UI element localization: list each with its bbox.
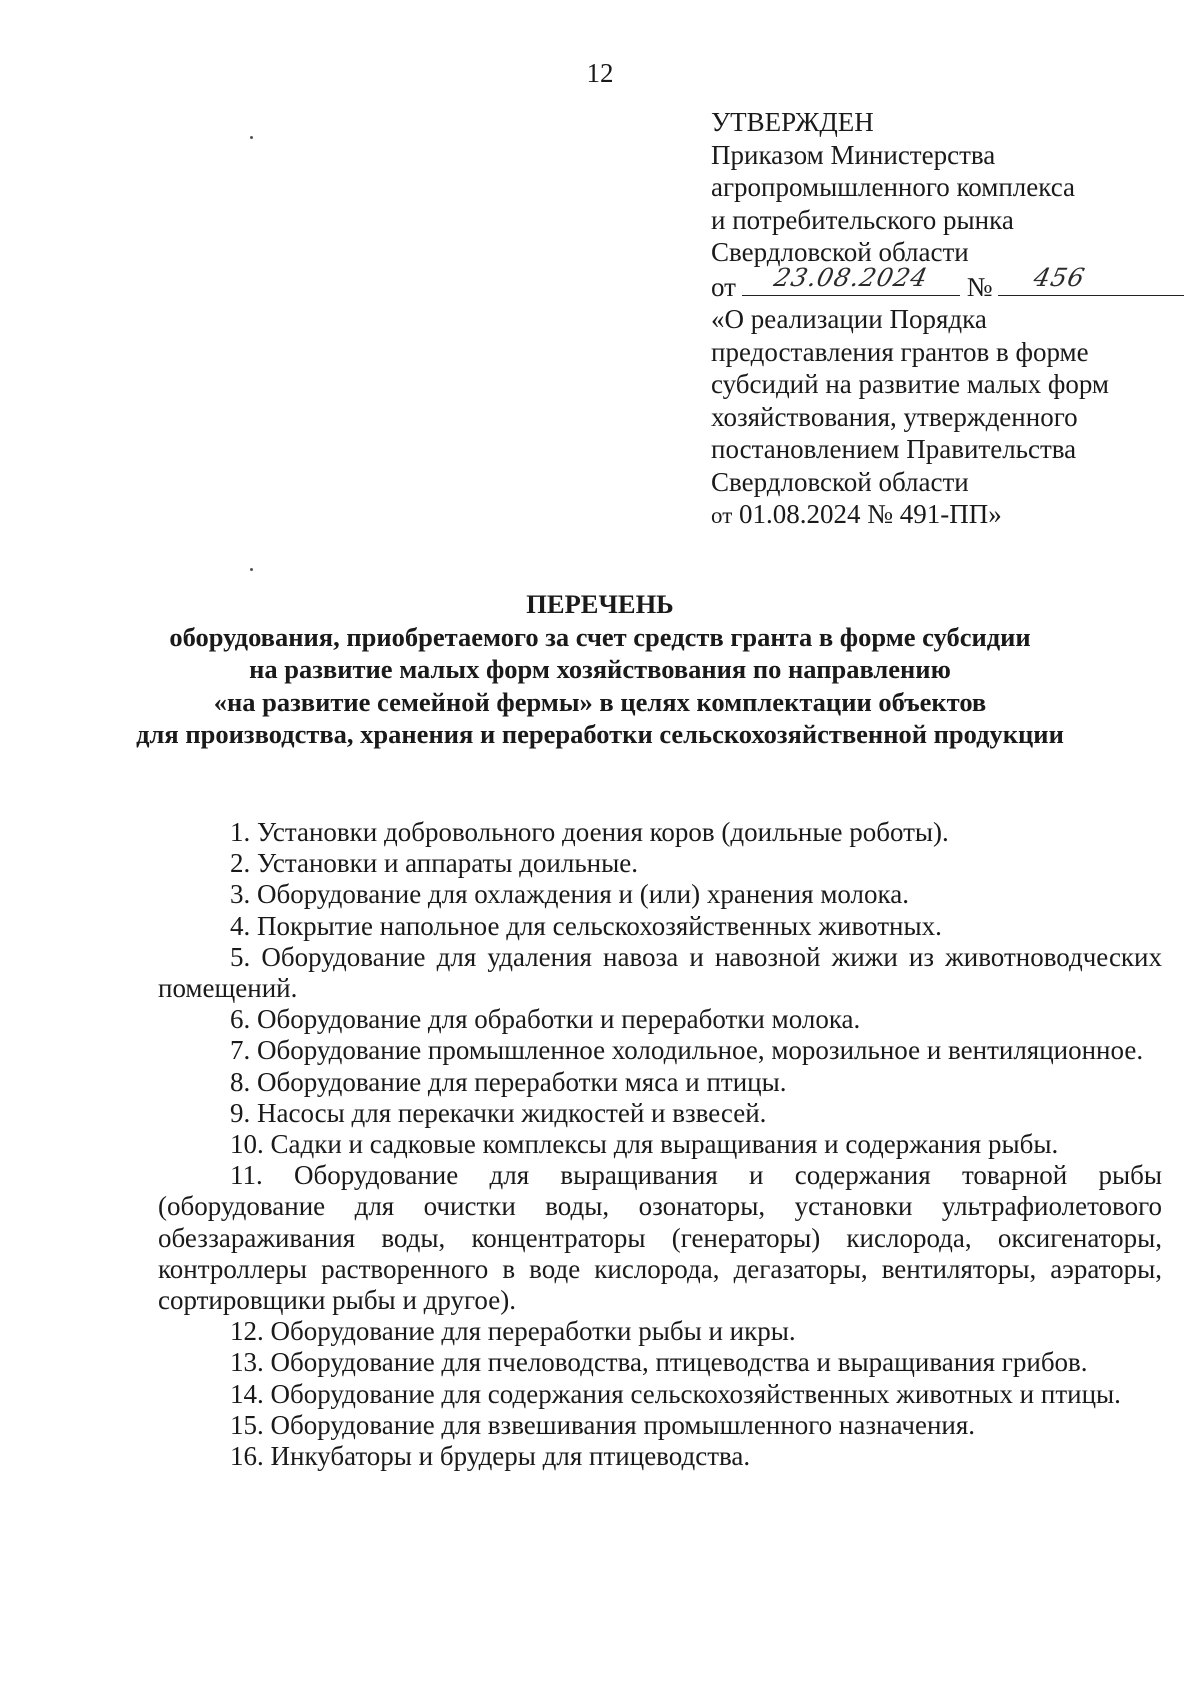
list-item: 8. Оборудование для переработки мяса и птицы. — [230, 1066, 787, 1097]
list-item: 7. Оборудование промышленное холодильное, морозильное и вентиляционное. — [230, 1035, 1144, 1066]
resolution-prefix: от — [711, 503, 733, 528]
title-line: для производства, хранения и переработки сельскохозяйственной продукции — [136, 719, 1064, 749]
list-item: 11. Оборудование для выращивания и содержания товарной рыбы (оборудование для очистки воды, озонаторы, установки ультрафиолетового обеззараживания воды, концентраторы (генераторы) кислорода, оксигенаторы, контроллеры растворенного в воде кислорода, дегазаторы, вентиляторы, аэраторы, сортировщики рыбы и другое). — [158, 1160, 1162, 1316]
scan-speck — [250, 568, 253, 571]
number-blank — [998, 263, 1184, 296]
subject-line: хозяйствования, утвержденного — [711, 401, 1078, 432]
number-prefix: № — [966, 271, 993, 302]
list-item: 5. Оборудование для удаления навоза и навозной жижи из животноводческих помещений. — [158, 941, 1162, 1004]
list-item: 2. Установки и аппараты доильные. — [230, 848, 638, 879]
approval-line: Свердловской области — [711, 237, 969, 267]
list-item: 6. Оборудование для обработки и переработки молока. — [230, 1004, 861, 1035]
title-heading: ПЕРЕЧЕНЬ — [526, 589, 674, 619]
date-blank — [742, 263, 960, 296]
subject-line: субсидий на развитие малых форм — [711, 369, 1109, 399]
subject-line: «О реализации Порядка — [711, 304, 987, 334]
page-number: 12 — [586, 58, 614, 88]
list-item: 4. Покрытие напольное для сельскохозяйственных животных. — [230, 910, 942, 941]
document-title — [0, 588, 1200, 751]
list-item: 3. Оборудование для охлаждения и (или) хранения молока. — [230, 879, 909, 910]
list-item: 15. Оборудование для взвешивания промышленного назначения. — [230, 1409, 976, 1440]
list-item: 12. Оборудование для переработки рыбы и икры. — [230, 1316, 796, 1347]
approval-heading: УТВЕРЖДЕН — [711, 107, 874, 137]
list-item: 10. Садки и садковые комплексы для выращивания и содержания рыбы. — [230, 1129, 1059, 1160]
list-item: 13. Оборудование для пчеловодства, птицеводства и выращивания грибов. — [230, 1347, 1088, 1378]
list-item: 9. Насосы для перекачки жидкостей и взвесей. — [230, 1097, 767, 1128]
approval-stamp-block — [711, 106, 1171, 533]
title-line: «на развитие семейной фермы» в целях комплектации объектов — [213, 686, 987, 717]
handwritten-number: 456 — [1031, 263, 1089, 292]
equipment-list — [158, 817, 1162, 1472]
resolution-line — [711, 498, 1171, 533]
subject-line: постановлением Правительства — [711, 434, 1077, 464]
subject-line: предоставления грантов в форме — [711, 336, 1089, 367]
handwritten-date: 23.08.2024 — [771, 263, 931, 292]
approval-line: Приказом Министерства — [711, 139, 996, 170]
scan-speck — [250, 136, 253, 139]
list-item: 16. Инкубаторы и брудеры для птицеводства. — [230, 1441, 751, 1472]
date-prefix: от — [711, 271, 736, 302]
approval-line: и потребительского рынка — [711, 204, 1014, 235]
order-date-line — [711, 263, 1171, 304]
title-line: оборудования, приобретаемого за счет средств гранта в форме субсидии — [169, 621, 1031, 652]
list-item: 14. Оборудование для содержания сельскохозяйственных животных и птицы. — [230, 1378, 1121, 1409]
subject-line: Свердловской области — [711, 466, 969, 497]
title-line: на развитие малых форм хозяйствования по направлению — [249, 654, 951, 684]
approval-line: агропромышленного комплекса — [711, 172, 1075, 202]
resolution-text: 01.08.2024 № 491-ПП» — [739, 499, 1002, 529]
list-item: 1. Установки добровольного доения коров (доильные роботы). — [230, 817, 949, 847]
